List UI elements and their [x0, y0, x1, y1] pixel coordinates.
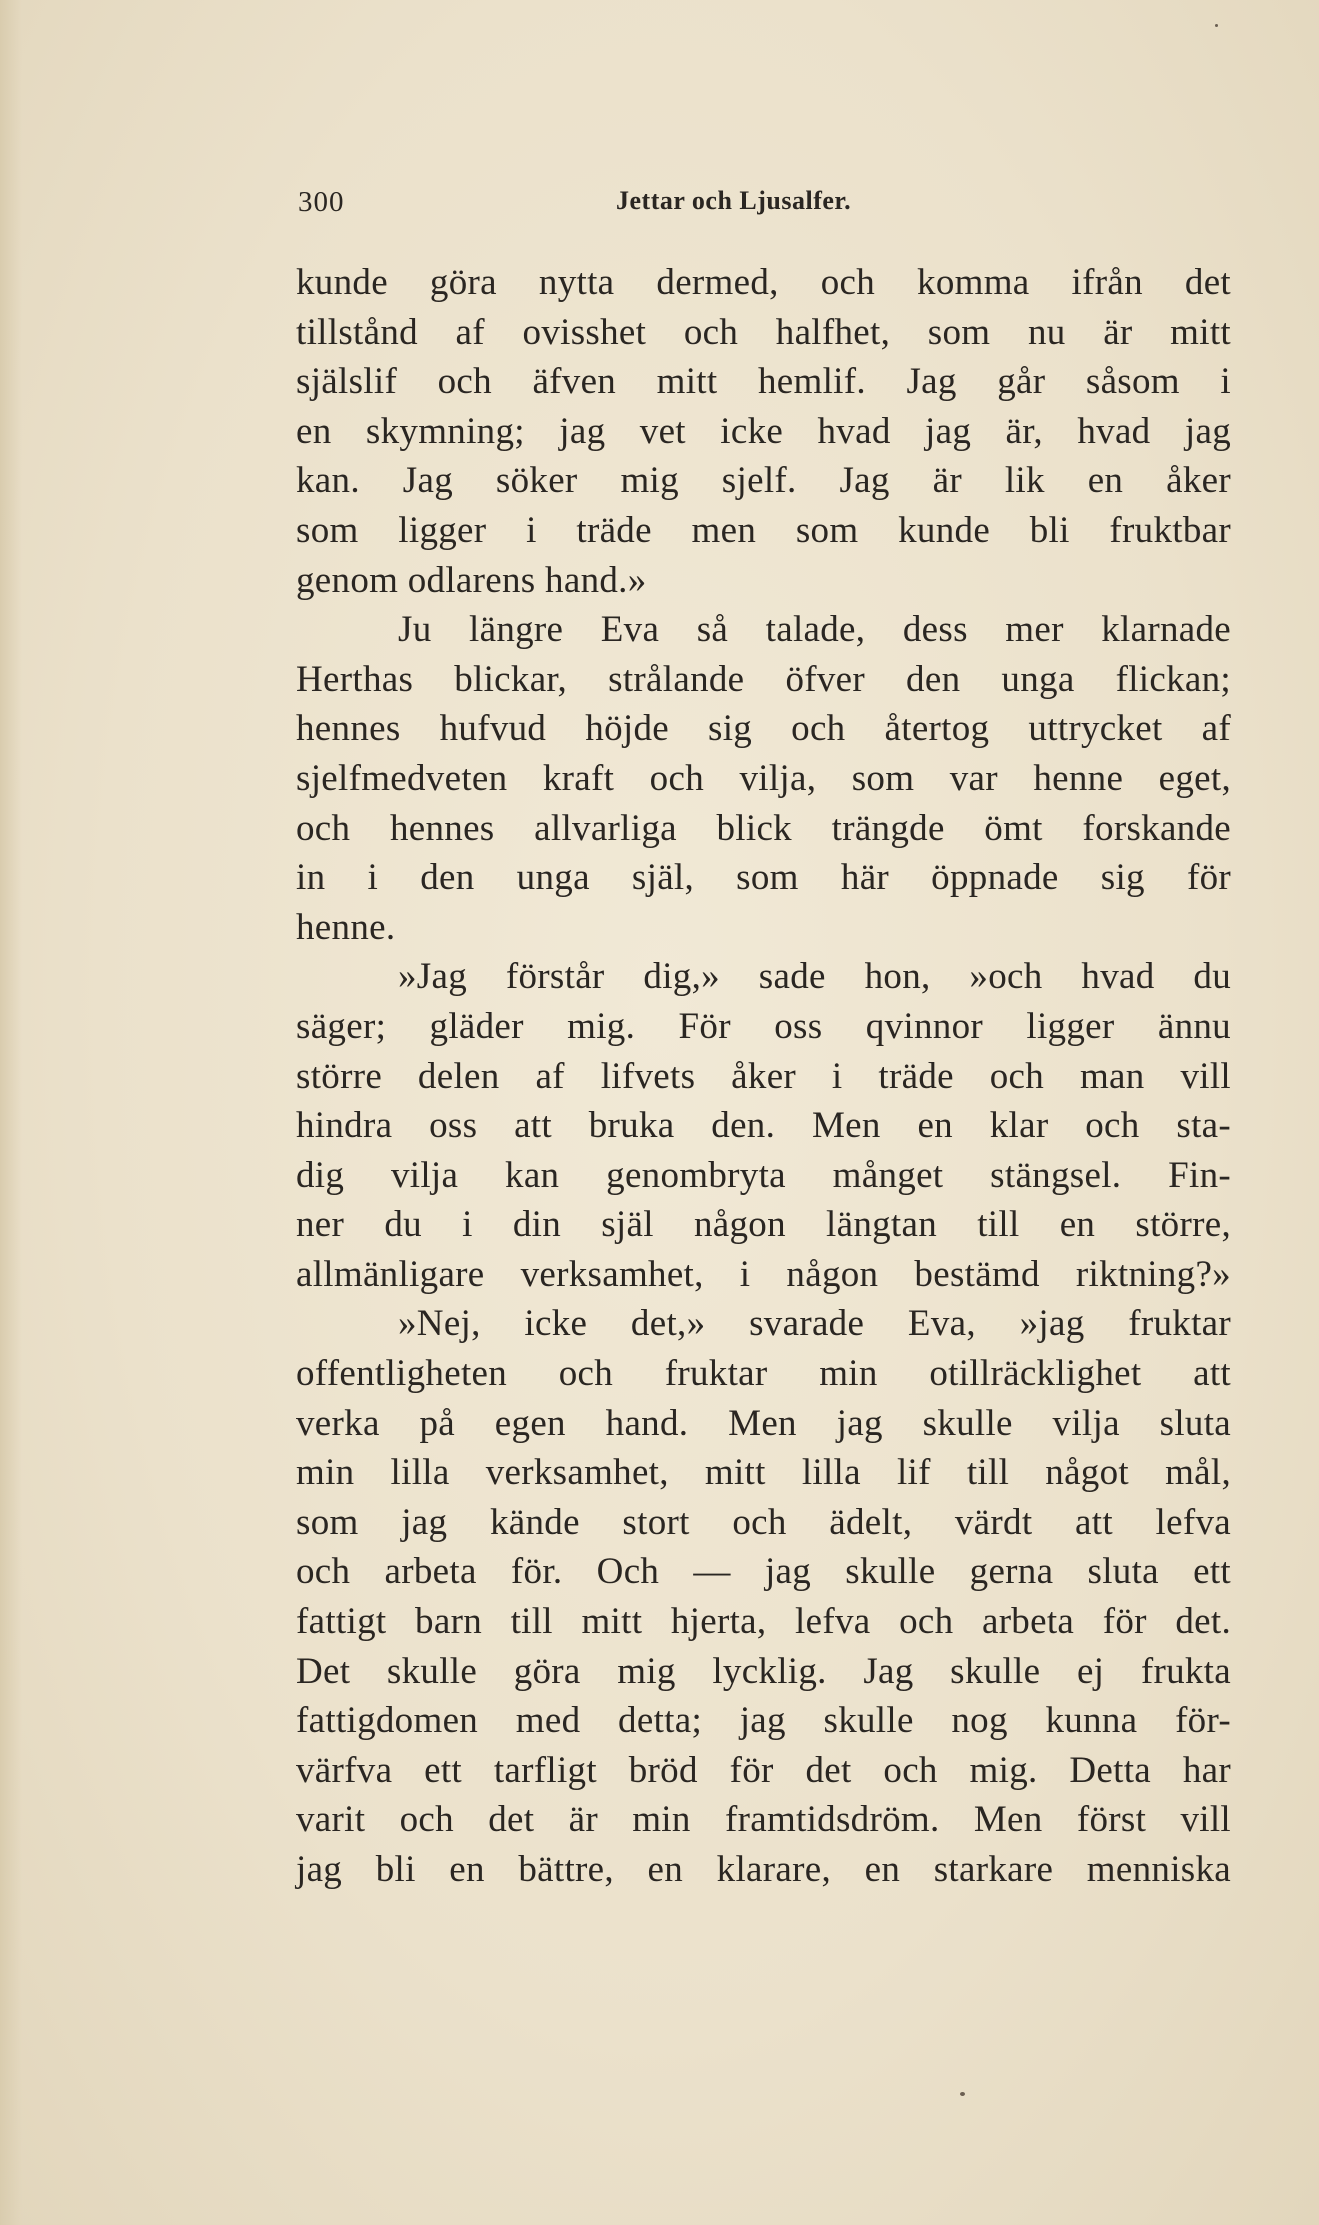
text-line: som ligger i träde men som kunde bli fruktbar [296, 509, 1231, 551]
text-line: större delen af lifvets åker i träde och man vill [296, 1055, 1231, 1097]
text-line: offentligheten och fruktar min otillräcklighet att [296, 1353, 1231, 1395]
text-line: genom odlarens hand.» [296, 559, 647, 601]
text-line: säger; gläder mig. För oss qvinnor ligger ännu [296, 1005, 1231, 1047]
text-line: en skymning; jag vet icke hvad jag är, hvad jag [296, 410, 1231, 452]
body-text [296, 258, 1231, 1895]
text-line: varit och det är min framtidsdröm. Men först vill [296, 1799, 1231, 1841]
text-line: som jag kände stort och ädelt, värdt att lefva [296, 1501, 1231, 1543]
text-line: och hennes allvarliga blick trängde ömt forskande [296, 807, 1231, 849]
text-line: in i den unga själ, som här öppnade sig för [296, 857, 1231, 899]
text-line: jag bli en bättre, en klarare, en starkare menniska [296, 1849, 1231, 1890]
text-line: verka på egen hand. Men jag skulle vilja sluta [296, 1402, 1231, 1444]
text-line: henne. [296, 906, 396, 948]
text-line: Det skulle göra mig lycklig. Jag skulle ej frukta [296, 1650, 1231, 1692]
text-line: min lilla verksamhet, mitt lilla lif till något mål, [296, 1452, 1231, 1494]
paper-speck [960, 2092, 965, 2096]
text-line: värfva ett tarfligt bröd för det och mig. Detta har [296, 1749, 1231, 1791]
text-line: tillstånd af ovisshet och halfhet, som nu är mitt [296, 311, 1231, 353]
text-line: fattigdomen med detta; jag skulle nog kunna för- [296, 1700, 1231, 1742]
running-title: Jettar och Ljusalfer. [616, 186, 852, 215]
page-binding-shadow [0, 0, 22, 2225]
text-line: sjelfmedveten kraft och vilja, som var henne eget, [296, 757, 1231, 799]
text-line: dig vilja kan genombryta månget stängsel. Fin- [296, 1154, 1231, 1196]
text-line: själslif och äfven mitt hemlif. Jag går såsom i [296, 361, 1231, 403]
text-line: allmänligare verksamhet, i någon bestämd riktning?» [296, 1253, 1231, 1295]
text-line: hindra oss att bruka den. Men en klar och sta- [296, 1105, 1231, 1147]
text-line: »Jag förstår dig,» sade hon, »och hvad du [398, 956, 1231, 998]
text-line: och arbeta för. Och — jag skulle gerna sluta ett [296, 1551, 1231, 1593]
paper-speck [1215, 24, 1218, 27]
text-line: hennes hufvud höjde sig och återtog uttrycket af [296, 708, 1231, 750]
text-line: Herthas blickar, strålande öfver den unga flickan; [296, 658, 1231, 700]
page-number: 300 [298, 186, 345, 218]
text-line: kunde göra nytta dermed, och komma ifrån det [296, 262, 1231, 303]
text-line: fattigt barn till mitt hjerta, lefva och arbeta för det. [296, 1601, 1231, 1643]
text-line: ner du i din själ någon längtan till en större, [296, 1204, 1231, 1246]
text-line: »Nej, icke det,» svarade Eva, »jag fruktar [398, 1303, 1231, 1345]
text-line: kan. Jag söker mig sjelf. Jag är lik en åker [296, 460, 1231, 502]
page-header [298, 186, 1228, 226]
text-line: Ju längre Eva så talade, dess mer klarnade [398, 609, 1231, 651]
